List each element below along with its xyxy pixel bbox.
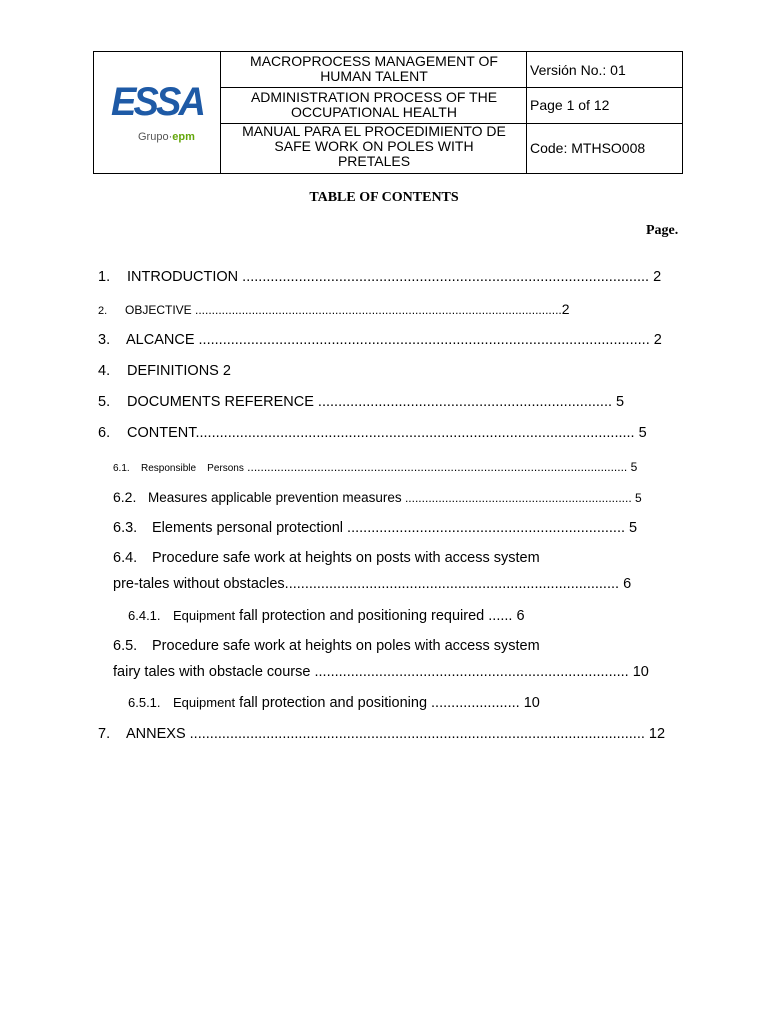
toc-entry-6-4-1[interactable] xyxy=(128,608,525,624)
toc-entry-documents-reference[interactable] xyxy=(98,394,624,410)
toc-entry-text: Procedure safe work at heights on posts with access system xyxy=(152,550,540,566)
logo-cell xyxy=(94,52,221,173)
toc-entry-number: 5. xyxy=(98,394,111,410)
toc-entry-6-4[interactable] xyxy=(113,550,540,566)
toc-entry-text: Elements personal protectionl ..................................................................... 5 xyxy=(152,520,638,536)
code-text: Code: MTHSO008 xyxy=(530,140,646,156)
toc-entry-number: 6.3. xyxy=(113,520,138,536)
code-cell xyxy=(526,124,682,173)
toc-entry-text-lead: Equipment xyxy=(173,695,236,710)
toc-entry-text: CONTENT............................................................................................................. 5 xyxy=(127,425,647,441)
manual-line2: SAFE WORK ON POLES WITH xyxy=(274,138,474,154)
toc-entry-text: fall protection and positioning ...................... 10 xyxy=(235,695,540,711)
header-info-column xyxy=(526,52,682,173)
toc-entry-definitions[interactable] xyxy=(98,363,231,379)
toc-entry-number: 6.4.1. xyxy=(128,608,161,623)
toc-entry-objective[interactable] xyxy=(98,301,570,317)
toc-entry-text: Responsible Persons xyxy=(141,463,244,474)
toc-entry-text: Procedure safe work at heights on poles with access system xyxy=(152,638,540,654)
toc-entry-6-1[interactable] xyxy=(113,458,637,474)
toc-entry-text: OBJECTIVE .............................................................................................................. xyxy=(125,303,562,317)
manual-line3: PRETALES xyxy=(337,153,411,169)
manual-line1: MANUAL PARA EL PROCEDIMIENTO DE xyxy=(242,123,506,139)
toc-entry-introduction[interactable] xyxy=(98,269,661,285)
logo-sub-prefix: Grupo· xyxy=(138,131,173,143)
macroprocess-line2: HUMAN TALENT xyxy=(320,68,428,84)
essa-logo: ESSA xyxy=(111,80,204,124)
page-column-label: Page. xyxy=(646,223,679,238)
toc-entry-6-3[interactable] xyxy=(113,520,637,536)
toc-entry-number: 4. xyxy=(98,363,111,379)
toc-entry-6-5[interactable] xyxy=(113,638,540,654)
toc-title: TABLE OF CONTENTS xyxy=(309,190,459,205)
toc-entry-6-5-continued[interactable] xyxy=(113,664,649,680)
toc-entry-6-2[interactable] xyxy=(113,489,642,505)
toc-entry-number: 7. xyxy=(98,726,111,742)
toc-entry-text: pre-tales without obstacles................................................................................... 6 xyxy=(113,576,632,592)
toc-entry-6-5-1[interactable] xyxy=(128,695,540,711)
toc-entry-text: DOCUMENTS REFERENCE ......................................................................... 5 xyxy=(127,394,625,410)
grupo-epm-logo xyxy=(138,131,195,143)
toc-entry-dots: .................................................................... 5 xyxy=(401,491,642,505)
toc-entry-text: DEFINITIONS 2 xyxy=(127,363,231,379)
macroprocess-cell xyxy=(220,52,526,88)
toc-entry-text: Measures applicable prevention measures xyxy=(148,490,402,505)
toc-entry-text-lead: Equipment xyxy=(173,608,236,623)
process-cell xyxy=(220,88,526,124)
process-line1: ADMINISTRATION PROCESS OF THE xyxy=(250,89,498,105)
toc-entry-dots: .................................................................................................................. 5 xyxy=(243,460,638,474)
toc-entry-number: 6.4. xyxy=(113,550,138,566)
page-cell xyxy=(526,88,682,124)
toc-entry-page: 2 xyxy=(561,301,570,317)
logo-sub-brand: epm xyxy=(172,131,195,143)
toc-entry-text: ALCANCE ................................................................................................................ 2 xyxy=(126,332,662,348)
toc-entry-number: 6.5.1. xyxy=(128,695,161,710)
toc-entry-text: fall protection and positioning required ...... 6 xyxy=(235,608,525,624)
toc-entry-number: 2. xyxy=(98,305,108,317)
toc-entry-alcance[interactable] xyxy=(98,332,662,348)
manual-cell xyxy=(220,124,526,173)
version-cell xyxy=(526,52,682,88)
toc-entry-6-4-continued[interactable] xyxy=(113,576,631,592)
toc-entry-number: 6.5. xyxy=(113,638,138,654)
toc-entry-content[interactable] xyxy=(98,425,647,441)
page-number-text: Page 1 of 12 xyxy=(530,97,610,113)
toc-entry-number: 6. xyxy=(98,425,111,441)
process-line2: OCCUPATIONAL HEALTH xyxy=(291,104,457,120)
toc-entry-number: 1. xyxy=(98,269,111,285)
toc-entry-text: INTRODUCTION ..................................................................................................... 2 xyxy=(127,269,662,285)
document-header-table xyxy=(93,51,683,174)
version-text: Versión No.: 01 xyxy=(530,62,626,78)
toc-entry-number: 6.2. xyxy=(113,489,137,505)
toc-entry-text: ANNEXS ................................................................................................................. 12 xyxy=(126,726,666,742)
macroprocess-line1: MACROPROCESS MANAGEMENT OF xyxy=(250,53,498,69)
header-title-column xyxy=(220,52,527,173)
toc-entry-number: 3. xyxy=(98,332,111,348)
toc-entry-number: 6.1. xyxy=(113,463,130,474)
toc-entry-annexs[interactable] xyxy=(98,726,665,742)
toc-entry-text: fairy tales with obstacle course .............................................................................. 10 xyxy=(113,664,649,680)
